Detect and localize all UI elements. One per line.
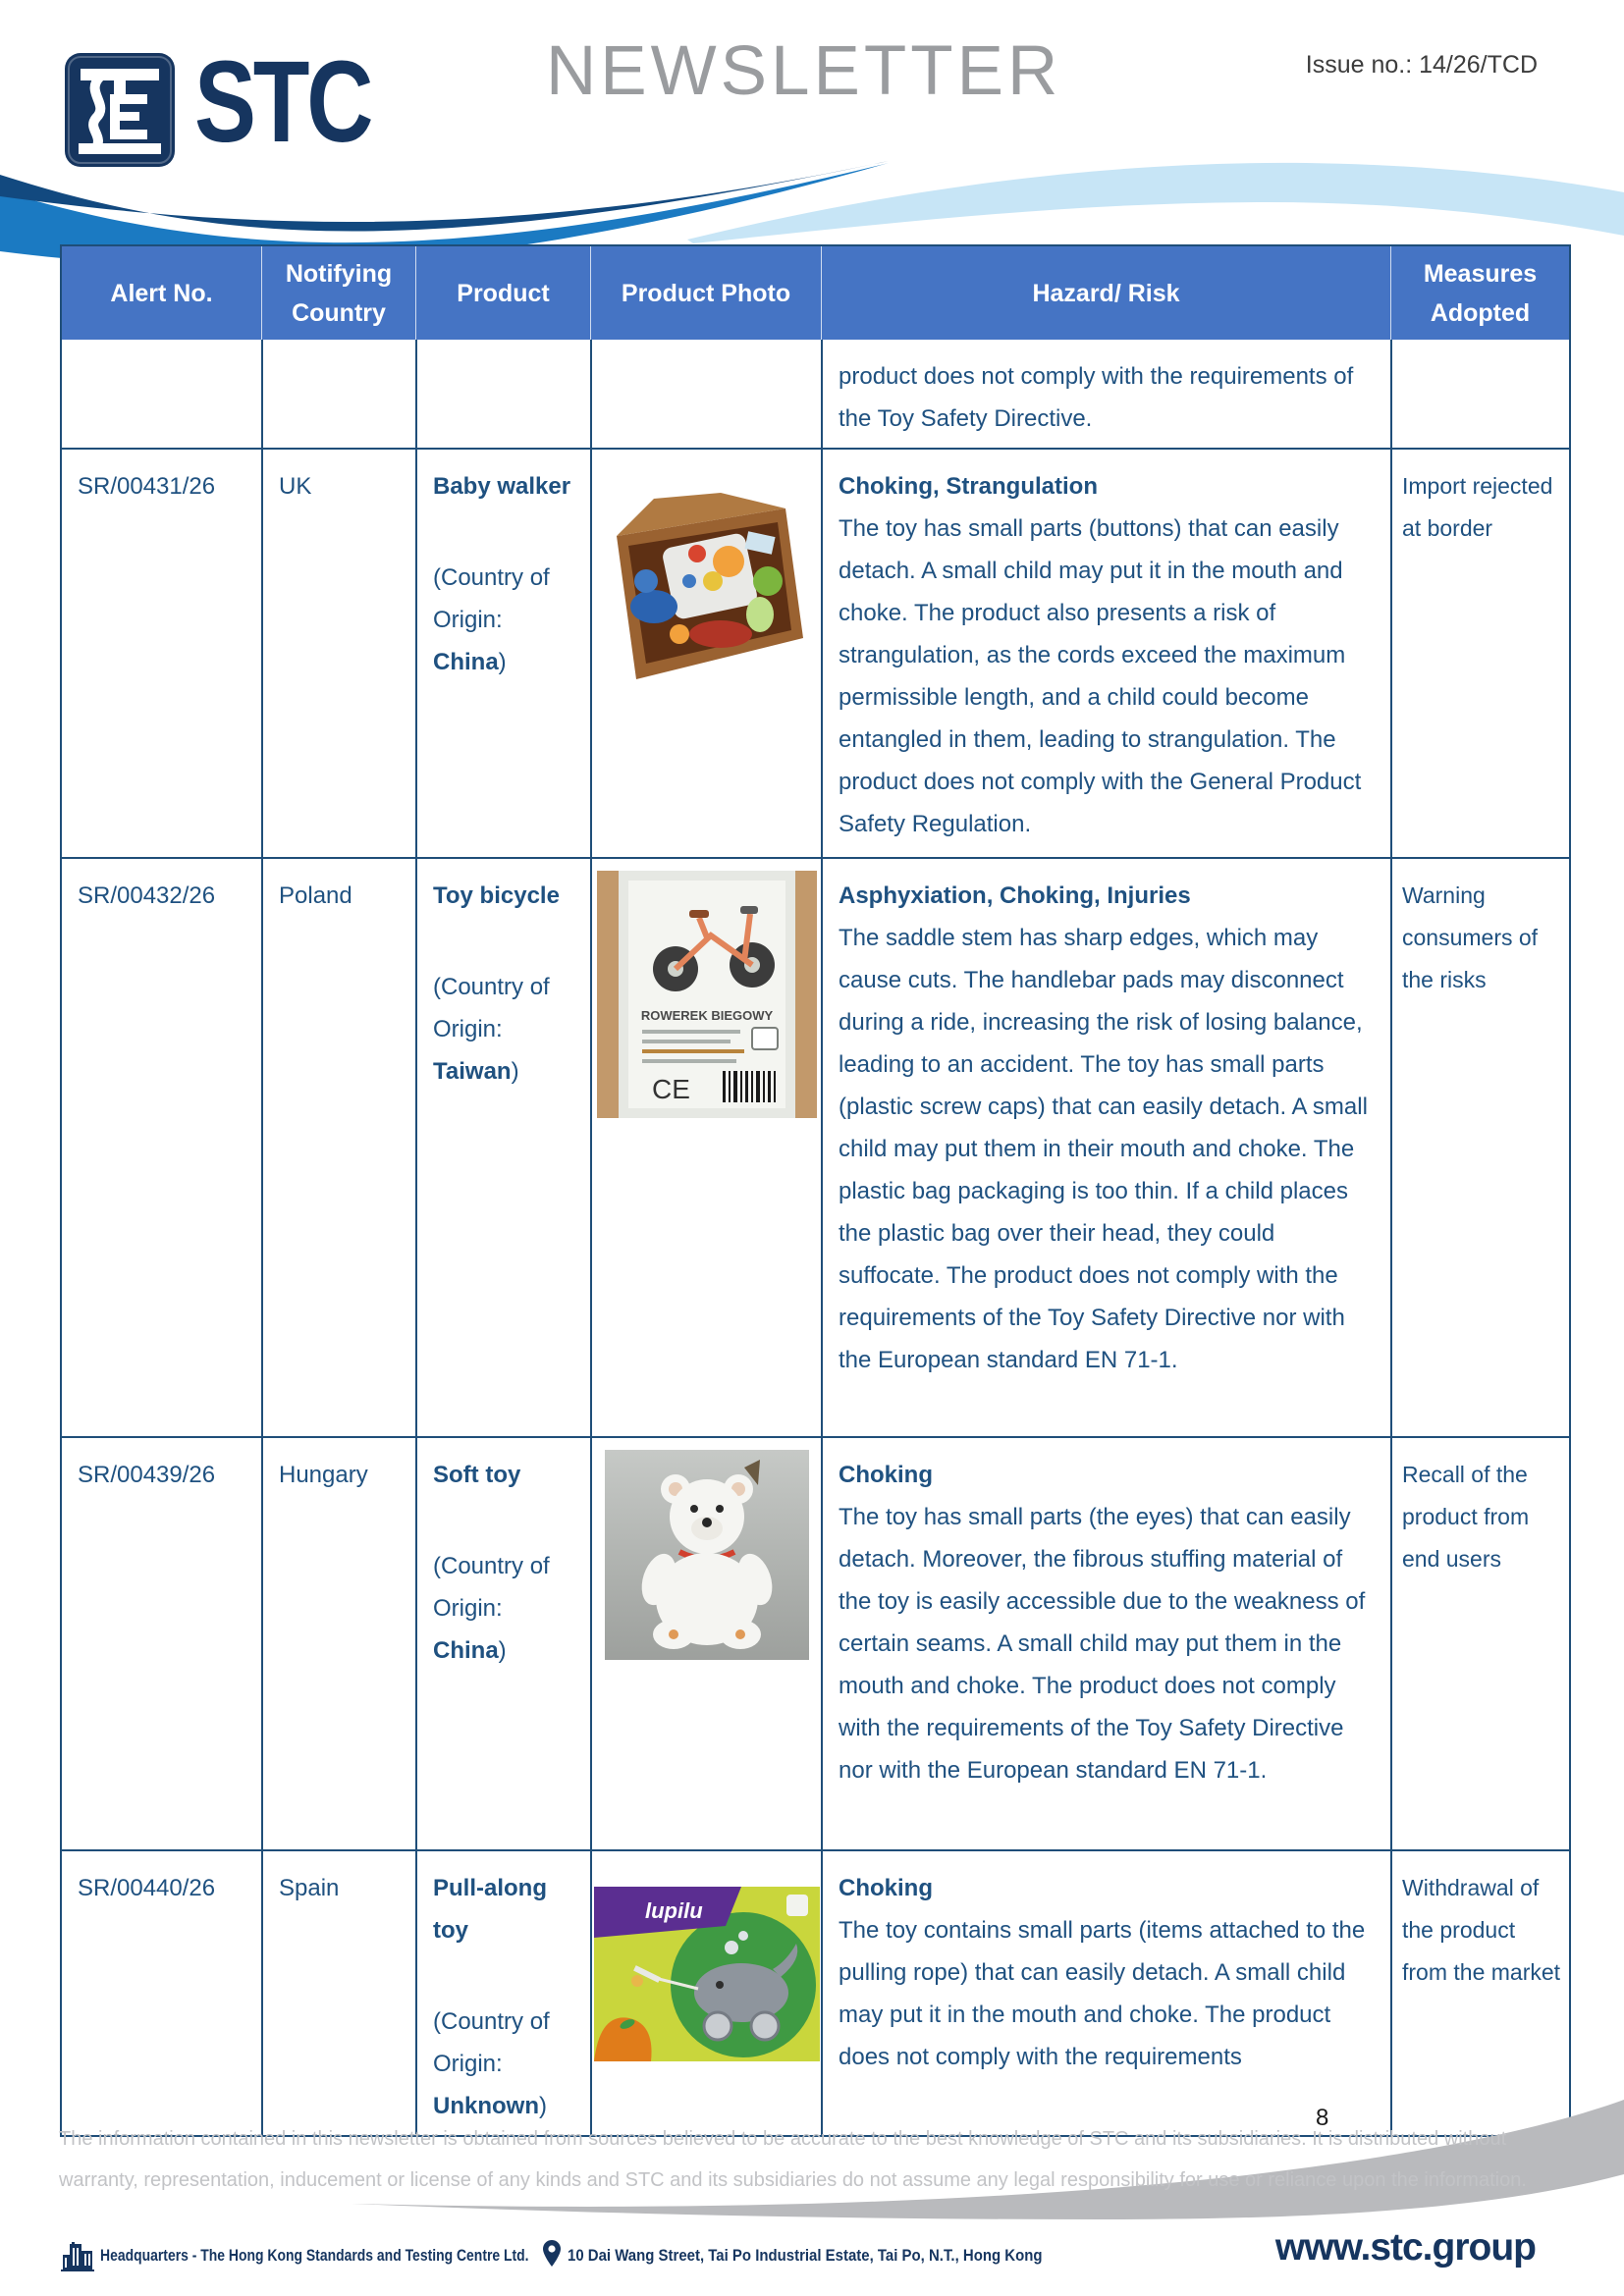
ce-mark: CE — [651, 1074, 690, 1104]
headquarters-address: 10 Dai Wang Street, Tai Po Industrial Estate, Tai Po, N.T., Hong Kong — [568, 2246, 1043, 2265]
table-row-continuation — [62, 340, 1569, 448]
col-header-measures-adopted: Measures Adopted — [1390, 246, 1569, 340]
hazard-title: Asphyxiation, Choking, Injuries — [839, 882, 1191, 909]
hazard-continuation-text: product does not comply with the requirements of the Toy Safety Directive. — [821, 340, 1390, 448]
empty-cell — [590, 340, 821, 448]
alert-no-cell: SR/00439/26 — [78, 1462, 216, 1488]
table-header-row — [62, 246, 1569, 340]
col-header-alert-no: Alert No. — [110, 279, 213, 307]
pull-along-toy-photo — [594, 1887, 820, 2061]
col-header-product: Product — [415, 246, 590, 340]
hazard-cell — [821, 1438, 1390, 1849]
product-name: Toy bicycle — [433, 882, 560, 909]
empty-cell — [261, 340, 415, 448]
soft-toy-bear-photo — [605, 1450, 809, 1660]
product-cell — [415, 859, 590, 1436]
building-icon — [61, 2242, 94, 2271]
website-url: www.stc.group — [1274, 2226, 1536, 2269]
product-photo-cell — [590, 859, 821, 1436]
product-origin: (Country of Origin: Taiwan) — [433, 974, 550, 1085]
issue-number: Issue no.: 14/26/TCD — [1305, 51, 1538, 79]
disclaimer-text — [59, 2118, 1527, 2201]
hazard-body: The saddle stem has sharp edges, which may cause cuts. The handlebar pads may disconnect during a ride, increasing the risk of losing balance, leading to an accident. The toy has small parts (plastic screw caps) that can easily detach. A small child may put them in their mouth and choke. The plastic bag packaging is too thin. If a child places the plastic bag over their head, they could suffocate. The product does not comply with the requirements of the Toy Safety Directive nor with the European standard EN 71-1. — [839, 925, 1368, 1373]
alert-no-cell: SR/00440/26 — [78, 1875, 216, 1901]
measures-cell: Withdrawal of the product from the market — [1390, 1851, 1569, 2135]
alert-no-cell: SR/00431/26 — [78, 473, 216, 500]
toy-bicycle-box-photo — [597, 871, 817, 1118]
country-cell: Hungary — [261, 1438, 415, 1849]
measures-cell: Recall of the product from end users — [1390, 1438, 1569, 1849]
bike-box-title: ROWEREK BIEGOWY — [640, 1008, 773, 1023]
country-cell: Spain — [261, 1851, 415, 2135]
product-origin: (Country of Origin: China) — [433, 564, 550, 675]
product-name: Baby walker — [433, 473, 571, 500]
product-origin: (Country of Origin: Unknown) — [433, 2008, 550, 2119]
table-row — [62, 448, 1569, 857]
hazard-title: Choking — [839, 1462, 933, 1488]
table-row — [62, 1436, 1569, 1849]
footer-bar — [0, 2226, 1624, 2281]
table-row — [62, 857, 1569, 1436]
product-cell — [415, 1438, 590, 1849]
product-photo-cell — [590, 450, 821, 857]
col-header-product-photo: Product Photo — [590, 246, 821, 340]
baby-walker-photo — [603, 491, 811, 689]
col-header-hazard-risk: Hazard/ Risk — [821, 246, 1390, 340]
disclaimer-line-2: warranty, representation, inducement or license of any kinds and STC and its subsidiaries do not assume any legal responsibility for use or reliance upon the information. — [59, 2169, 1527, 2191]
hazard-body: The toy has small parts (buttons) that can easily detach. A small child may put it in the mouth and choke. The product also presents a risk of strangulation, as the cords exceed the maximum permissible length, and a child could become entangled in them, leading to strangulation. The product does not comply with the General Product Safety Regulation. — [839, 515, 1362, 837]
hazard-title: Choking — [839, 1875, 933, 1901]
alerts-table — [60, 244, 1571, 2137]
empty-cell — [415, 340, 590, 448]
location-pin-icon — [543, 2240, 561, 2267]
lupilu-brand: lupilu — [644, 1898, 703, 1923]
product-origin: (Country of Origin: China) — [433, 1553, 550, 1664]
product-cell — [415, 450, 590, 857]
country-cell: Poland — [261, 859, 415, 1436]
product-name: Soft toy — [433, 1462, 521, 1488]
hazard-cell — [821, 859, 1390, 1436]
hazard-title: Choking, Strangulation — [839, 473, 1098, 500]
hazard-body: The toy has small parts (the eyes) that can easily detach. Moreover, the fibrous stuffing material of the toy is easily accessible due to the weakness of certain seams. A small child may put them in the mouth and choke. The product does not comply with the requirements of the Toy Safety Directive nor with the European standard EN 71-1. — [839, 1504, 1366, 1784]
empty-cell — [62, 340, 261, 448]
measures-cell: Import rejected at border — [1390, 450, 1569, 857]
disclaimer-line-1: The information contained in this newsletter is obtained from sources believed to be accurate to the best knowledge of STC and its subsidiaries. It is distributed without — [59, 2128, 1507, 2150]
hazard-body: The toy contains small parts (items attached to the pulling rope) that can easily detach. A small child may put it in the mouth and choke. The product does not comply with the requirements — [839, 1917, 1366, 2070]
measures-cell: Warning consumers of the risks — [1390, 859, 1569, 1436]
country-cell: UK — [261, 450, 415, 857]
newsletter-title: NEWSLETTER — [546, 32, 1062, 110]
product-name: Pull-along toy — [433, 1875, 547, 1944]
empty-cell — [1390, 340, 1569, 448]
stc-logo-wordmark: STC — [194, 37, 371, 167]
col-header-notifying-country: Notifying Country — [261, 246, 415, 340]
alert-no-cell: SR/00432/26 — [78, 882, 216, 909]
page-number: 8 — [1316, 2105, 1329, 2131]
hazard-cell — [821, 450, 1390, 857]
headquarters-label: Headquarters - The Hong Kong Standards and Testing Centre Ltd. — [100, 2246, 529, 2265]
product-photo-cell — [590, 1438, 821, 1849]
